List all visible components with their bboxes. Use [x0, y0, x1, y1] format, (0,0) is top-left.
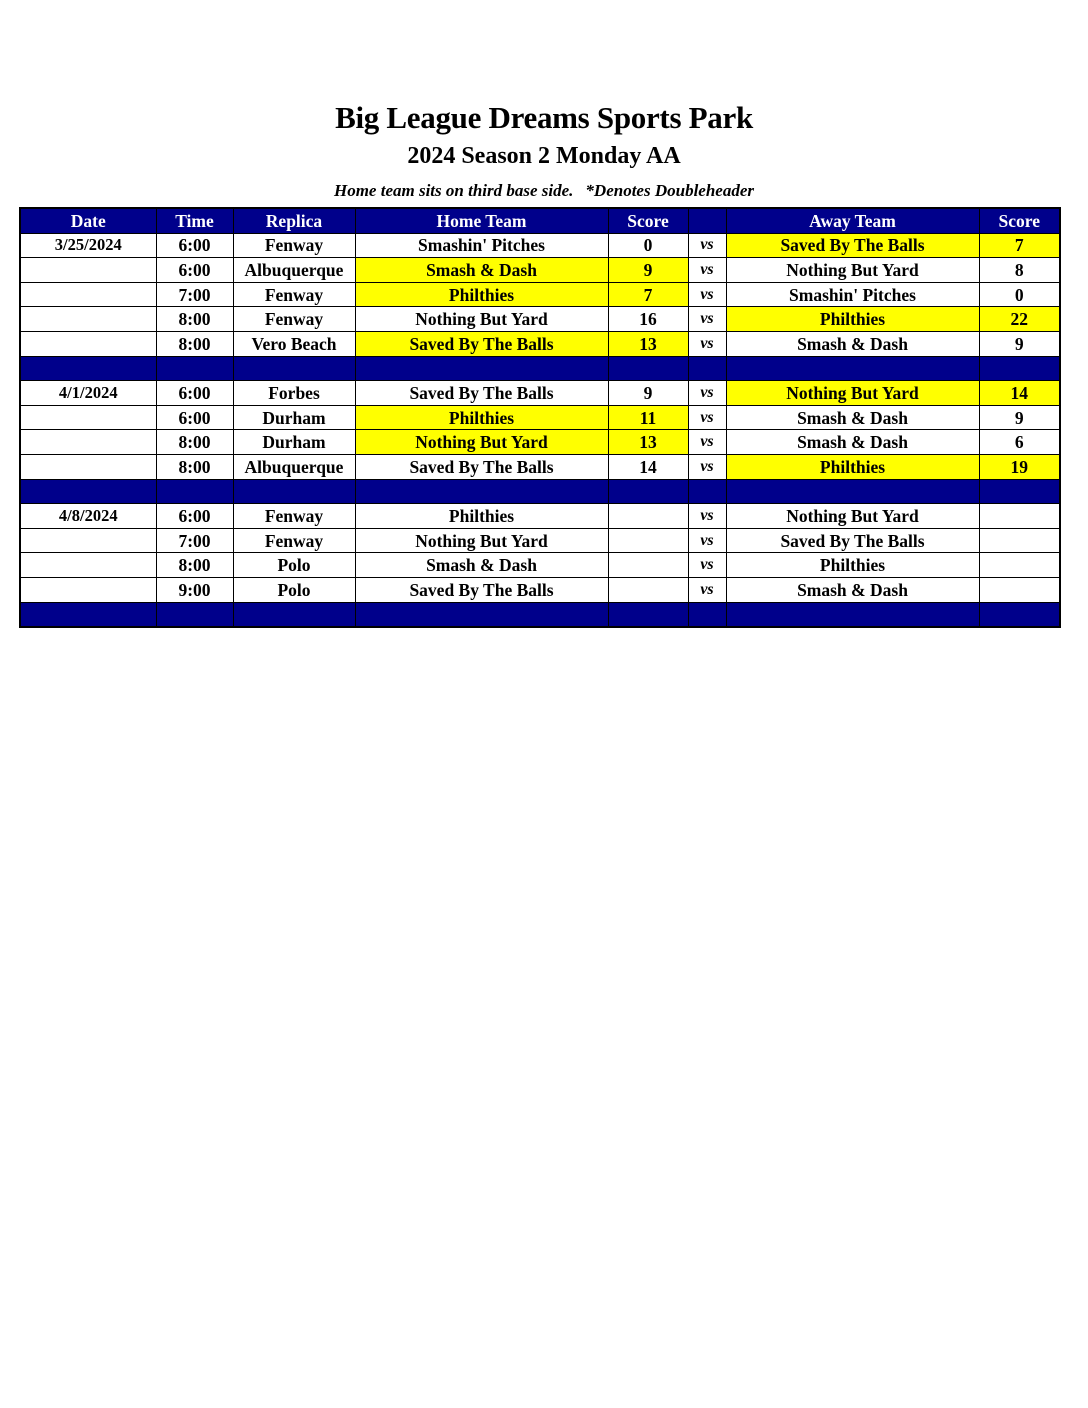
game-row [20, 381, 1060, 406]
cell-away-team: Nothing But Yard [726, 258, 979, 283]
cell-date: 3/25/2024 [20, 233, 156, 258]
cell-time: 8:00 [156, 430, 233, 455]
cell-home-team: Nothing But Yard [355, 430, 608, 455]
cell-replica: Polo [233, 553, 355, 578]
game-row [20, 430, 1060, 455]
cell-vs: vs [688, 430, 726, 455]
cell-vs: vs [688, 331, 726, 356]
cell-date [20, 528, 156, 553]
separator-cell [688, 356, 726, 381]
cell-away-score: 14 [979, 381, 1060, 406]
cell-away-team: Philthies [726, 307, 979, 332]
cell-away-score [979, 528, 1060, 553]
separator-cell [156, 602, 233, 627]
game-row [20, 405, 1060, 430]
schedule-note [0, 181, 1088, 201]
separator-cell [688, 479, 726, 504]
cell-vs: vs [688, 528, 726, 553]
header-time: Time [156, 208, 233, 233]
cell-away-team: Philthies [726, 454, 979, 479]
header-away-score: Score [979, 208, 1060, 233]
cell-home-team: Philthies [355, 282, 608, 307]
cell-vs: vs [688, 454, 726, 479]
cell-replica: Fenway [233, 528, 355, 553]
cell-replica: Fenway [233, 282, 355, 307]
cell-away-team: Philthies [726, 553, 979, 578]
separator-cell [355, 356, 608, 381]
cell-time: 6:00 [156, 405, 233, 430]
cell-time: 6:00 [156, 504, 233, 529]
cell-home-score: 11 [608, 405, 688, 430]
game-row [20, 258, 1060, 283]
cell-away-team: Smash & Dash [726, 331, 979, 356]
cell-home-team: Philthies [355, 405, 608, 430]
cell-home-score [608, 553, 688, 578]
cell-away-team: Smashin' Pitches [726, 282, 979, 307]
cell-replica: Fenway [233, 307, 355, 332]
game-row [20, 307, 1060, 332]
cell-date [20, 577, 156, 602]
cell-replica: Albuquerque [233, 258, 355, 283]
cell-home-team: Philthies [355, 504, 608, 529]
separator-cell [156, 356, 233, 381]
separator-cell [355, 602, 608, 627]
cell-time: 7:00 [156, 282, 233, 307]
cell-away-score [979, 553, 1060, 578]
cell-date [20, 405, 156, 430]
cell-time: 8:00 [156, 553, 233, 578]
header-home-score: Score [608, 208, 688, 233]
cell-vs: vs [688, 381, 726, 406]
page-title: Big League Dreams Sports Park [335, 100, 753, 135]
cell-home-score: 9 [608, 258, 688, 283]
separator-cell [979, 602, 1060, 627]
cell-replica: Forbes [233, 381, 355, 406]
separator-cell [233, 356, 355, 381]
note-doubleheader: *Denotes Doubleheader [585, 181, 754, 200]
cell-home-score: 13 [608, 430, 688, 455]
cell-away-team: Saved By The Balls [726, 528, 979, 553]
cell-date [20, 430, 156, 455]
separator-cell [156, 479, 233, 504]
header-replica: Replica [233, 208, 355, 233]
cell-home-score: 14 [608, 454, 688, 479]
separator-row [20, 356, 1060, 381]
separator-row [20, 602, 1060, 627]
cell-vs: vs [688, 307, 726, 332]
separator-cell [979, 479, 1060, 504]
cell-time: 6:00 [156, 258, 233, 283]
cell-home-score [608, 528, 688, 553]
cell-vs: vs [688, 504, 726, 529]
cell-away-score: 9 [979, 331, 1060, 356]
cell-replica: Albuquerque [233, 454, 355, 479]
game-row [20, 504, 1060, 529]
separator-cell [608, 356, 688, 381]
cell-date [20, 454, 156, 479]
cell-home-team: Saved By The Balls [355, 381, 608, 406]
cell-replica: Fenway [233, 233, 355, 258]
cell-date [20, 331, 156, 356]
cell-away-team: Smash & Dash [726, 430, 979, 455]
cell-home-team: Saved By The Balls [355, 577, 608, 602]
separator-cell [233, 602, 355, 627]
cell-time: 7:00 [156, 528, 233, 553]
cell-vs: vs [688, 233, 726, 258]
cell-replica: Fenway [233, 504, 355, 529]
cell-date [20, 307, 156, 332]
cell-away-score [979, 504, 1060, 529]
cell-away-score: 9 [979, 405, 1060, 430]
cell-vs: vs [688, 258, 726, 283]
cell-replica: Polo [233, 577, 355, 602]
game-row [20, 454, 1060, 479]
cell-date: 4/1/2024 [20, 381, 156, 406]
header-vs [688, 208, 726, 233]
separator-cell [355, 479, 608, 504]
cell-home-team: Saved By The Balls [355, 331, 608, 356]
game-row [20, 528, 1060, 553]
cell-away-score: 8 [979, 258, 1060, 283]
cell-replica: Durham [233, 405, 355, 430]
game-row [20, 282, 1060, 307]
game-row [20, 233, 1060, 258]
cell-away-score: 7 [979, 233, 1060, 258]
cell-home-team: Saved By The Balls [355, 454, 608, 479]
cell-time: 8:00 [156, 331, 233, 356]
cell-home-team: Nothing But Yard [355, 307, 608, 332]
cell-home-team: Nothing But Yard [355, 528, 608, 553]
separator-cell [726, 602, 979, 627]
cell-time: 9:00 [156, 577, 233, 602]
cell-home-score: 9 [608, 381, 688, 406]
cell-vs: vs [688, 282, 726, 307]
cell-home-team: Smash & Dash [355, 553, 608, 578]
cell-date [20, 258, 156, 283]
cell-date [20, 553, 156, 578]
game-row [20, 331, 1060, 356]
cell-date: 4/8/2024 [20, 504, 156, 529]
separator-cell [726, 479, 979, 504]
cell-home-score [608, 577, 688, 602]
separator-cell [20, 479, 156, 504]
cell-away-score: 22 [979, 307, 1060, 332]
cell-away-score [979, 577, 1060, 602]
game-row [20, 553, 1060, 578]
cell-away-score: 0 [979, 282, 1060, 307]
header-date: Date [20, 208, 156, 233]
separator-cell [233, 479, 355, 504]
cell-home-score: 13 [608, 331, 688, 356]
cell-home-score: 16 [608, 307, 688, 332]
cell-date [20, 282, 156, 307]
cell-away-score: 19 [979, 454, 1060, 479]
separator-row [20, 479, 1060, 504]
separator-cell [608, 479, 688, 504]
cell-home-team: Smash & Dash [355, 258, 608, 283]
cell-time: 6:00 [156, 381, 233, 406]
separator-cell [608, 602, 688, 627]
cell-replica: Vero Beach [233, 331, 355, 356]
header-away-team: Away Team [726, 208, 979, 233]
cell-home-score: 0 [608, 233, 688, 258]
cell-away-team: Saved By The Balls [726, 233, 979, 258]
cell-vs: vs [688, 405, 726, 430]
cell-home-team: Smashin' Pitches [355, 233, 608, 258]
separator-cell [726, 356, 979, 381]
page-subtitle: 2024 Season 2 Monday AA [407, 143, 681, 169]
cell-away-team: Smash & Dash [726, 577, 979, 602]
cell-away-team: Nothing But Yard [726, 381, 979, 406]
game-row [20, 577, 1060, 602]
cell-home-score: 7 [608, 282, 688, 307]
cell-away-team: Smash & Dash [726, 405, 979, 430]
cell-time: 6:00 [156, 233, 233, 258]
cell-time: 8:00 [156, 307, 233, 332]
separator-cell [979, 356, 1060, 381]
cell-home-score [608, 504, 688, 529]
separator-cell [20, 602, 156, 627]
separator-cell [20, 356, 156, 381]
separator-cell [688, 602, 726, 627]
cell-replica: Durham [233, 430, 355, 455]
cell-time: 8:00 [156, 454, 233, 479]
note-home-team: Home team sits on third base side. [333, 181, 574, 200]
header-row [20, 208, 1060, 233]
cell-vs: vs [688, 577, 726, 602]
cell-away-score: 6 [979, 430, 1060, 455]
cell-away-team: Nothing But Yard [726, 504, 979, 529]
schedule-table [19, 207, 1061, 628]
cell-vs: vs [688, 553, 726, 578]
header-home-team: Home Team [355, 208, 608, 233]
